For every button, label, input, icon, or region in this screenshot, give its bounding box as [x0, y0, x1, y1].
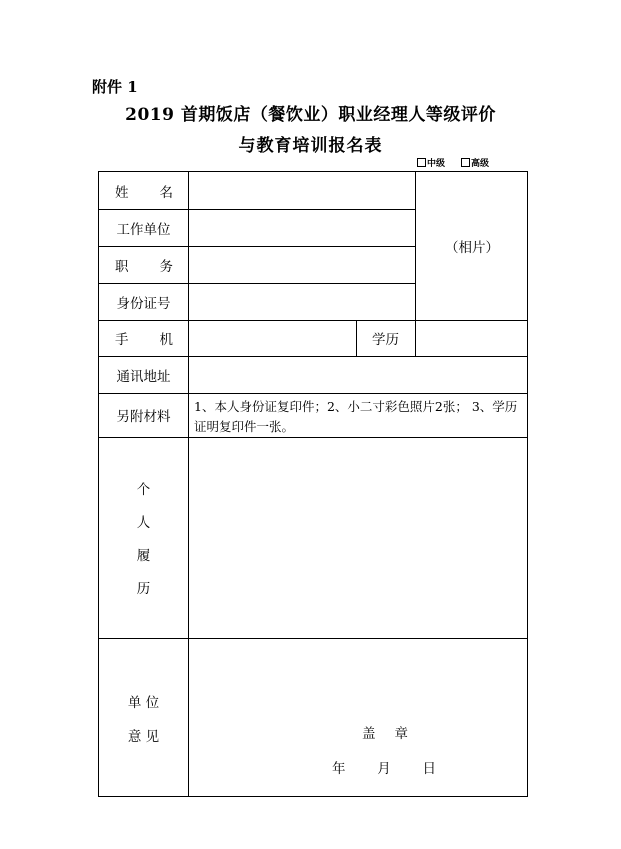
- stamp-char: 章: [394, 726, 408, 742]
- level-options: [417, 156, 489, 169]
- work-unit-label: 工作单位: [116, 221, 171, 238]
- unit-opinion-label: [99, 686, 188, 754]
- mobile-label-char: 手: [115, 332, 129, 348]
- education-label: 学历: [372, 332, 399, 348]
- name-label-char: 名: [159, 184, 173, 201]
- level-option-senior[interactable]: [461, 156, 489, 169]
- education-field[interactable]: [416, 320, 527, 356]
- id-number-field[interactable]: [189, 283, 415, 320]
- stamp-label: [362, 722, 408, 742]
- resume-label-char: 人: [136, 515, 151, 531]
- date-char: 日: [422, 761, 436, 777]
- form-title-line-2: 与教育培训报名表: [238, 136, 383, 156]
- position-field[interactable]: [189, 246, 415, 283]
- position-label-char: 务: [159, 258, 173, 275]
- work-unit-field[interactable]: [189, 209, 415, 246]
- resume-label-char: 历: [136, 581, 151, 597]
- mobile-label: [115, 320, 173, 356]
- name-label-char: 姓: [115, 184, 129, 201]
- level-label: 高级: [471, 159, 490, 169]
- resume-field[interactable]: [189, 437, 527, 638]
- position-label: [115, 246, 173, 283]
- checkbox-icon[interactable]: [461, 158, 470, 167]
- stamp-char: 盖: [362, 726, 376, 742]
- resume-label-char: 个: [136, 482, 151, 498]
- level-label: 中级: [427, 159, 446, 169]
- date-char: 月: [377, 761, 391, 777]
- id-number-label: 身份证号: [116, 295, 171, 312]
- form-title-line-1: 2019 首期饭店（餐饮业）职业经理人等级评价: [125, 105, 496, 125]
- checkbox-icon[interactable]: [417, 158, 426, 167]
- position-label-char: 职: [115, 258, 129, 275]
- unit-opinion-line: 意 见: [127, 729, 160, 745]
- photo-label: （相片）: [445, 240, 499, 256]
- name-label: [115, 172, 173, 209]
- attachment-label: 附件 1: [92, 78, 138, 96]
- name-field[interactable]: [189, 172, 415, 209]
- resume-label: [99, 474, 188, 606]
- resume-label-char: 履: [136, 548, 151, 564]
- photo-area[interactable]: [416, 172, 528, 320]
- date-char: 年: [332, 761, 346, 777]
- date-label: [332, 757, 436, 777]
- mobile-field[interactable]: [189, 320, 356, 356]
- mobile-label-char: 机: [159, 332, 173, 348]
- level-option-intermediate[interactable]: [417, 156, 445, 169]
- unit-opinion-line: 单 位: [127, 695, 160, 711]
- address-field[interactable]: [189, 356, 527, 393]
- attachments-text: 1、本人身份证复印件；2、小二寸彩色照片2张； 3、学历证明复印件一张。: [194, 399, 518, 434]
- address-label: 通讯地址: [116, 368, 171, 385]
- attachments-label: 另附材料: [116, 409, 171, 425]
- registration-form-table: [98, 171, 528, 797]
